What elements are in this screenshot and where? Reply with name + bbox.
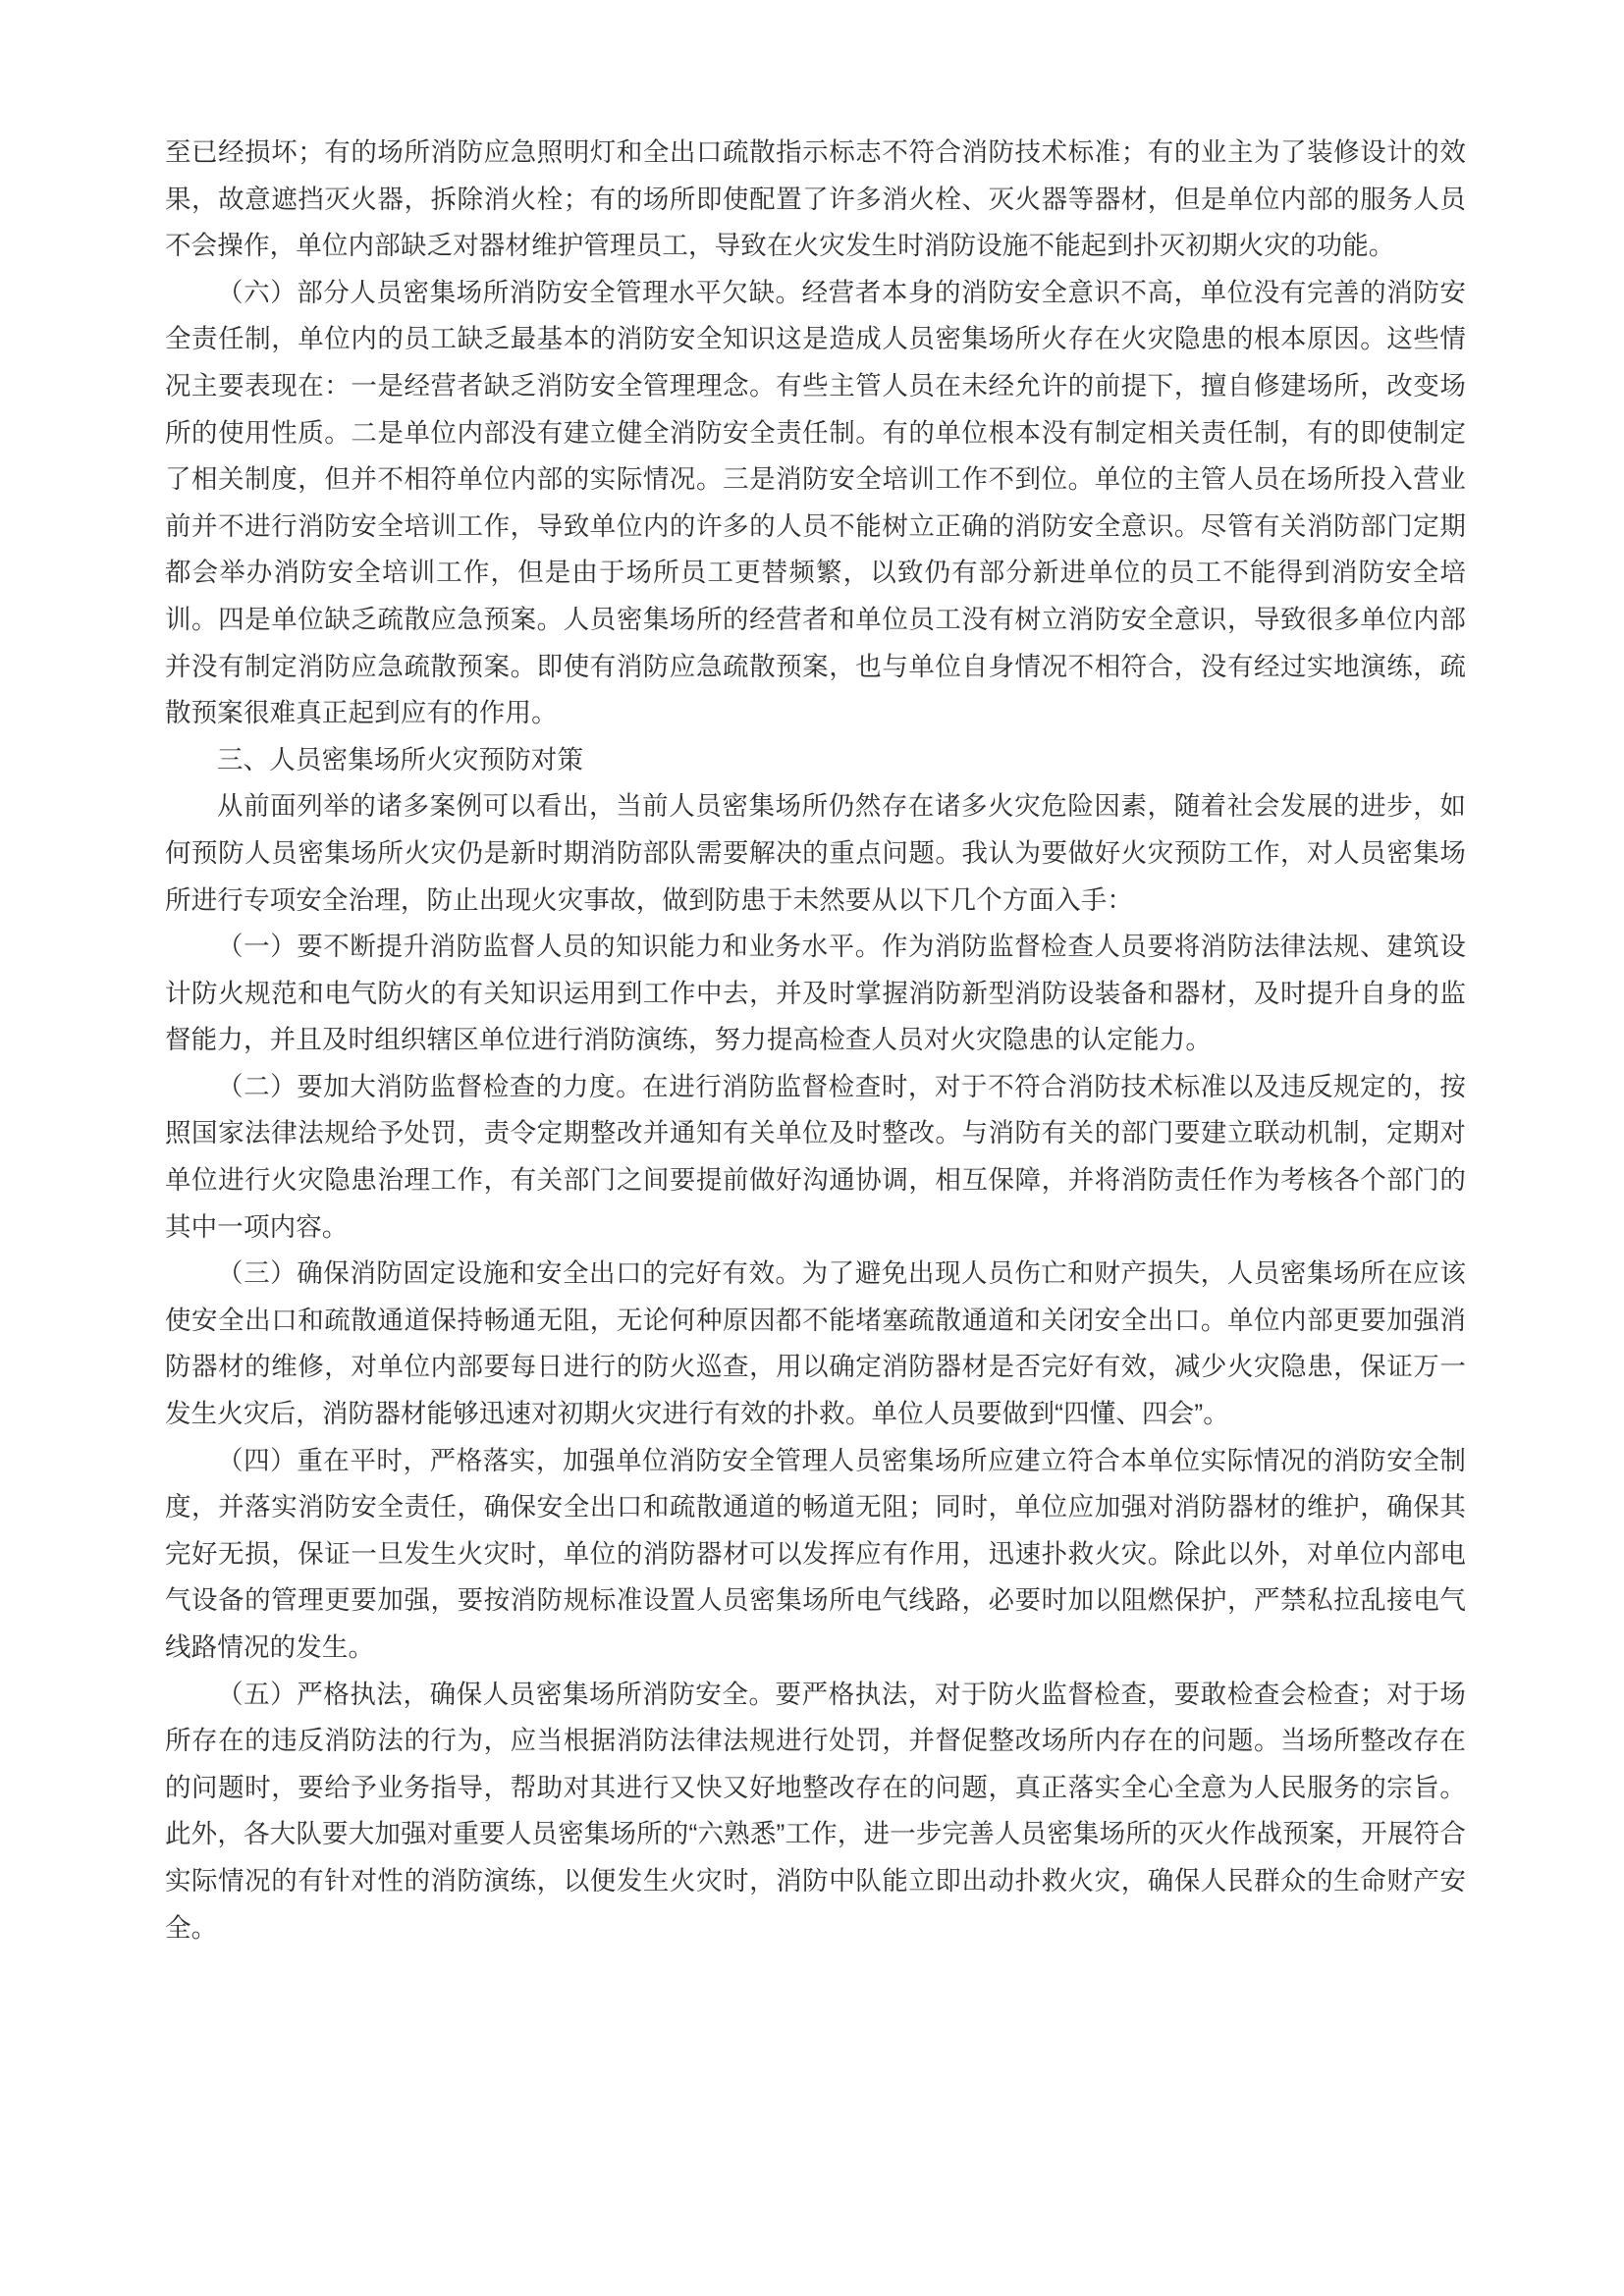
paragraph-section-three-intro: 从前面列举的诸多案例可以看出，当前人员密集场所仍然存在诸多火灾危险因素，随着社会发展的进步，如何预防人员密集场所火灾仍是新时期消防部队需要解决的重点问题。我认为要做好火灾预防工作，对人员密集场所进行专项安全治理，防止出现火灾事故，做到防患于未然要从以下几个方面入手： — [165, 791, 1466, 915]
paragraph-item-six: （六）部分人员密集场所消防安全管理水平欠缺。经营者本身的消防安全意识不高，单位没有完善的消防安全责任制，单位内的员工缺乏最基本的消防安全知识这是造成人员密集场所火存在火灾隐患的根本原因。这些情况主要表现在：一是经营者缺乏消防安全管理理念。有些主管人员在未经允许的前提下，擅自修建场所，改变场所的使用性质。二是单位内部没有建立健全消防安全责任制。有的单位根本没有制定相关责任制，有的即使制定了相关制度，但并不相符单位内部的实际情况。三是消防安全培训工作不到位。单位的主管人员在场所投入营业前并不进行消防安全培训工作，导致单位内的许多的人员不能树立正确的消防安全意识。尽管有关消防部门定期都会举办消防安全培训工作，但是由于场所员工更替频繁，以致仍有部分新进单位的员工不能得到消防安全培训。四是单位缺乏疏散应急预案。人员密集场所的经营者和单位员工没有树立消防安全意识，导致很多单位内部并没有制定消防应急疏散预案。即使有消防应急疏散预案，也与单位自身情况不相符合，没有经过实地演练，疏散预案很难真正起到应有的作用。 — [165, 277, 1466, 728]
paragraph-measure-four: （四）重在平时，严格落实，加强单位消防安全管理人员密集场所应建立符合本单位实际情况的消防安全制度，并落实消防安全责任，确保安全出口和疏散通道的畅道无阻；同时，单位应加强对消防器材的维护，确保其完好无损，保证一旦发生火灾时，单位的消防器材可以发挥应有作用，迅速扑救火灾。除此以外，对单位内部电气设备的管理更要加强，要按消防规标准设置人员密集场所电气线路，必要时加以阻燃保护，严禁私拉乱接电气线路情况的发生。 — [165, 1445, 1466, 1662]
paragraph-measure-two: （二）要加大消防监督检查的力度。在进行消防监督检查时，对于不符合消防技术标准以及违反规定的，按照国家法律法规给予处罚，责令定期整改并通知有关单位及时整改。与消防有关的部门要建立联动机制，定期对单位进行火灾隐患治理工作，有关部门之间要提前做好沟通协调，相互保障，并将消防责任作为考核各个部门的其中一项内容。 — [165, 1071, 1466, 1242]
paragraph-measure-one: （一）要不断提升消防监督人员的知识能力和业务水平。作为消防监督检查人员要将消防法律法规、建筑设计防火规范和电气防火的有关知识运用到工作中去，并及时掌握消防新型消防设装备和器材，及时提升自身的监督能力，并且及时组织辖区单位进行消防演练，努力提高检查人员对火灾隐患的认定能力。 — [165, 932, 1466, 1055]
paragraph-continuation-equipment: 至已经损坏；有的场所消防应急照明灯和全出口疏散指示标志不符合消防技术标准；有的业主为了装修设计的效果，故意遮挡灭火器，拆除消火栓；有的场所即使配置了许多消火栓、灭火器等器材，但是单位内部的服务人员不会操作，单位内部缺乏对器材维护管理员工，导致在火灾发生时消防设施不能起到扑灭初期火灾的功能。 — [165, 137, 1466, 261]
paragraph-measure-five: （五）严格执法，确保人员密集场所消防安全。要严格执法，对于防火监督检查，要敢检查会检查；对于场所存在的违反消防法的行为，应当根据消防法律法规进行处罚，并督促整改场所内存在的问题。当场所整改存在的问题时，要给予业务指导，帮助对其进行又快又好地整改存在的问题，真正落实全心全意为人民服务的宗旨。此外，各大队要大加强对重要人员密集场所的“六熟悉”工作，进一步完善人员密集场所的灭火作战预案，开展符合实际情况的有针对性的消防演练，以便发生火灾时，消防中队能立即出动扑救火灾，确保人民群众的生命财产安全。 — [165, 1679, 1466, 1943]
paragraph-measure-three: （三）确保消防固定设施和安全出口的完好有效。为了避免出现人员伤亡和财产损失，人员密集场所在应该使安全出口和疏散通道保持畅通无阻，无论何种原因都不能堵塞疏散通道和关闭安全出口。单位内部更要加强消防器材的维修，对单位内部要每日进行的防火巡查，用以确定消防器材是否完好有效，减少火灾隐患，保证万一发生火灾后，消防器材能够迅速对初期火灾进行有效的扑救。单位人员要做到“四懂、四会”。 — [165, 1258, 1466, 1429]
heading-section-three: 三、人员密集场所火灾预防对策 — [217, 744, 584, 774]
document-body — [165, 130, 1466, 1951]
